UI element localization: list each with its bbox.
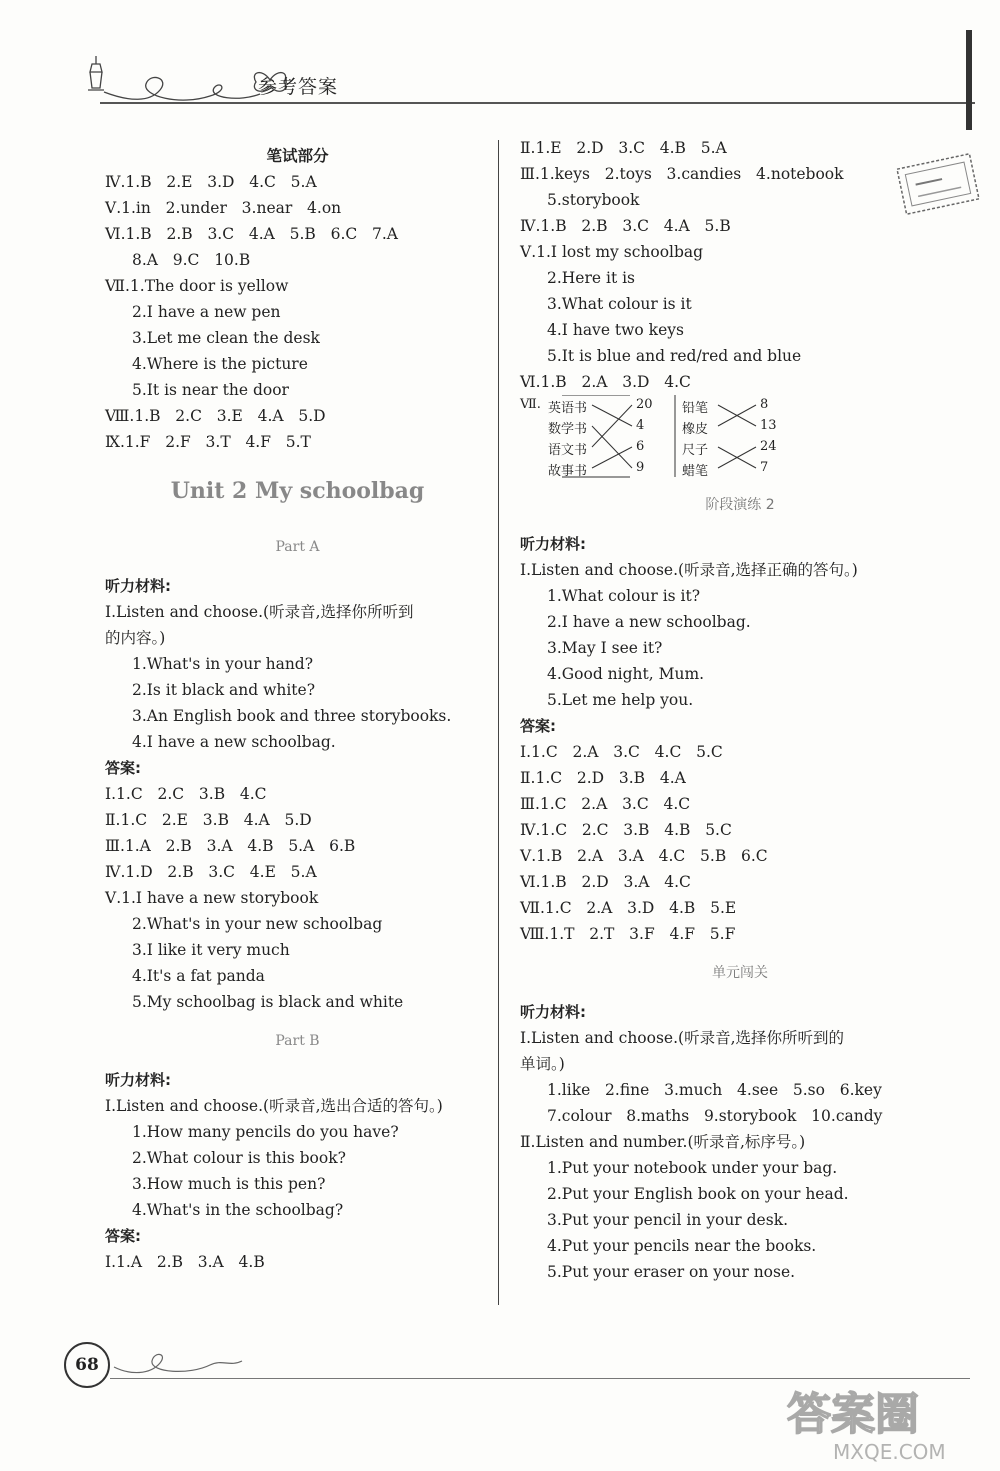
unit-title: Unit 2 My schoolbag — [170, 478, 425, 504]
answer-line: 4.Where is the picture — [132, 355, 308, 373]
answer-line: 4.It's a fat panda — [132, 967, 265, 985]
listening-item: 4.What's in the schoolbag? — [132, 1201, 344, 1219]
header-title: 参考答案 — [258, 76, 339, 98]
listening-item: 2.What colour is this book? — [132, 1149, 346, 1167]
answer-line: Ⅵ.1.B 2.A 3.D 4.C — [520, 373, 691, 391]
match-item: 数学书 — [548, 422, 588, 437]
left-column — [105, 135, 490, 1275]
match-item: 故事书 — [548, 464, 588, 479]
listening-item: 3.An English book and three storybooks. — [132, 707, 452, 725]
part-title: Part A — [275, 539, 320, 555]
answer-line: Ⅵ.1.B 2.D 3.A 4.C — [520, 873, 691, 891]
watermark-text: 答案圈 — [787, 1389, 919, 1440]
answer-line: 4.I have two keys — [547, 321, 684, 339]
part-title: Part B — [275, 1033, 320, 1049]
answer-line: Ⅶ.1.The door is yellow — [105, 277, 289, 295]
answer-line: Ⅱ.1.C 2.D 3.B 4.A — [520, 769, 686, 787]
answer-line: Ⅳ.1.D 2.B 3.C 4.E 5.A — [105, 863, 317, 881]
match-number: 8 — [760, 397, 769, 412]
answer-line: Ⅰ.1.A 2.B 3.A 4.B — [105, 1253, 265, 1271]
match-item: 橡皮 — [682, 422, 709, 437]
section-heading: 笔试部分 — [266, 146, 329, 165]
answers-label: 答案: — [105, 1227, 141, 1245]
watermark-logo — [775, 1385, 985, 1465]
listening-item: 5.Let me help you. — [547, 691, 694, 709]
matching-diagram — [520, 395, 960, 479]
listening-item: 3.Put your pencil in your desk. — [547, 1211, 789, 1229]
instruction-line: Ⅰ.Listen and choose.(听录音,选择正确的答句。) — [520, 561, 858, 579]
answer-line: 3.Let me clean the desk — [132, 329, 320, 347]
answer-line: 7.colour 8.maths 9.storybook 10.candy — [547, 1107, 883, 1125]
answer-line: Ⅰ.1.C 2.A 3.C 4.C 5.C — [520, 743, 723, 761]
answer-line: Ⅴ.1.in 2.under 3.near 4.on — [105, 199, 342, 217]
listening-item: 4.Put your pencils near the books. — [547, 1237, 817, 1255]
answer-line: 1.like 2.fine 3.much 4.see 5.so 6.key — [547, 1081, 882, 1099]
match-item: 铅笔 — [682, 401, 709, 416]
footer-ornament — [110, 1345, 250, 1377]
listening-label: 听力材料: — [520, 535, 586, 553]
answer-line: Ⅴ.1.B 2.A 3.A 4.C 5.B 6.C — [520, 847, 768, 865]
answer-line: 5.It is blue and red/red and blue — [547, 347, 802, 365]
answer-line: Ⅳ.1.B 2.E 3.D 4.C 5.A — [105, 173, 317, 191]
instruction-line: Ⅰ.Listen and choose.(听录音,选择你所听到 — [105, 603, 414, 621]
answer-line: 3.What colour is it — [547, 295, 692, 313]
watermark-url: MXQE.COM — [833, 1440, 946, 1464]
listening-item: 4.Good night, Mum. — [547, 665, 705, 683]
answer-line: 5.storybook — [547, 191, 640, 209]
match-number: 7 — [760, 460, 769, 475]
answer-line: Ⅰ.1.C 2.C 3.B 4.C — [105, 785, 267, 803]
match-item: 蜡笔 — [682, 464, 709, 479]
match-number: 6 — [636, 439, 645, 454]
listening-item: 1.Put your notebook under your bag. — [547, 1159, 838, 1177]
answer-line: Ⅷ.1.T 2.T 3.F 4.F 5.F — [520, 925, 736, 943]
answer-line: Ⅴ.1.I lost my schoolbag — [520, 243, 704, 261]
answer-line: Ⅶ.1.C 2.A 3.D 4.B 5.E — [520, 899, 737, 917]
match-number: 20 — [636, 397, 653, 412]
listening-item: 2.Put your English book on your head. — [547, 1185, 849, 1203]
listening-item: 3.How much is this pen? — [132, 1175, 326, 1193]
match-number: 24 — [760, 439, 777, 454]
answer-line: Ⅱ.1.C 2.E 3.B 4.A 5.D — [105, 811, 312, 829]
answer-line: 3.I like it very much — [132, 941, 290, 959]
answer-line: Ⅵ.1.B 2.B 3.C 4.A 5.B 6.C 7.A — [105, 225, 399, 243]
answer-line: Ⅳ.1.C 2.C 3.B 4.B 5.C — [520, 821, 732, 839]
answer-line: 5.My schoolbag is black and white — [132, 993, 404, 1011]
answer-line: Ⅳ.1.B 2.B 3.C 4.A 5.B — [520, 217, 731, 235]
instruction-line: Ⅰ.Listen and choose.(听录音,选择你所听到的 — [520, 1029, 844, 1047]
header-rule — [100, 102, 975, 104]
answer-line: 2.I have a new pen — [132, 303, 281, 321]
matching-label: Ⅶ. — [520, 397, 541, 412]
edge-bar — [966, 30, 972, 130]
instruction-line: 的内容。) — [105, 629, 166, 647]
match-number: 9 — [636, 460, 645, 475]
listening-label: 听力材料: — [105, 1071, 171, 1089]
answer-line: 5.It is near the door — [132, 381, 289, 399]
listening-label: 听力材料: — [105, 577, 171, 595]
listening-item: 2.Is it black and white? — [132, 681, 316, 699]
stage-title: 阶段演练 2 — [705, 497, 775, 513]
answer-line: Ⅴ.1.I have a new storybook — [105, 889, 319, 907]
listening-item: 4.I have a new schoolbag. — [132, 733, 336, 751]
listening-item: 1.How many pencils do you have? — [132, 1123, 399, 1141]
column-divider — [498, 140, 499, 1305]
answer-line: Ⅲ.1.C 2.A 3.C 4.C — [520, 795, 691, 813]
answer-line: Ⅲ.1.keys 2.toys 3.candies 4.notebook — [520, 165, 844, 183]
page-number: 68 — [64, 1342, 110, 1388]
match-item: 语文书 — [548, 443, 588, 458]
answers-label: 答案: — [520, 717, 556, 735]
right-column — [520, 135, 960, 1285]
match-number: 13 — [760, 418, 777, 433]
listening-label: 听力材料: — [520, 1003, 586, 1021]
match-item: 英语书 — [548, 401, 588, 416]
matching-lines — [520, 395, 820, 479]
listening-item: 5.Put your eraser on your nose. — [547, 1263, 796, 1281]
listening-item: 2.I have a new schoolbag. — [547, 613, 751, 631]
listening-item: 3.May I see it? — [547, 639, 663, 657]
match-number: 4 — [636, 418, 645, 433]
stage-title: 单元闯关 — [712, 965, 768, 981]
answer-line: Ⅱ.1.E 2.D 3.C 4.B 5.A — [520, 139, 727, 157]
answer-line: Ⅷ.1.B 2.C 3.E 4.A 5.D — [105, 407, 326, 425]
footer-rule — [110, 1378, 970, 1379]
answer-line: 2.What's in your new schoolbag — [132, 915, 383, 933]
answer-line: 8.A 9.C 10.B — [132, 251, 251, 269]
listening-item: 1.What's in your hand? — [132, 655, 314, 673]
instruction-line: Ⅱ.Listen and number.(听录音,标序号。) — [520, 1133, 806, 1151]
instruction-line: Ⅰ.Listen and choose.(听录音,选出合适的答句。) — [105, 1097, 443, 1115]
listening-item: 1.What colour is it? — [547, 587, 701, 605]
answers-label: 答案: — [105, 759, 141, 777]
answer-line: Ⅸ.1.F 2.F 3.T 4.F 5.T — [105, 433, 311, 451]
answer-line: Ⅲ.1.A 2.B 3.A 4.B 5.A 6.B — [105, 837, 356, 855]
match-item: 尺子 — [682, 443, 709, 458]
instruction-line: 单词。) — [520, 1055, 565, 1073]
answer-line: 2.Here it is — [547, 269, 636, 287]
